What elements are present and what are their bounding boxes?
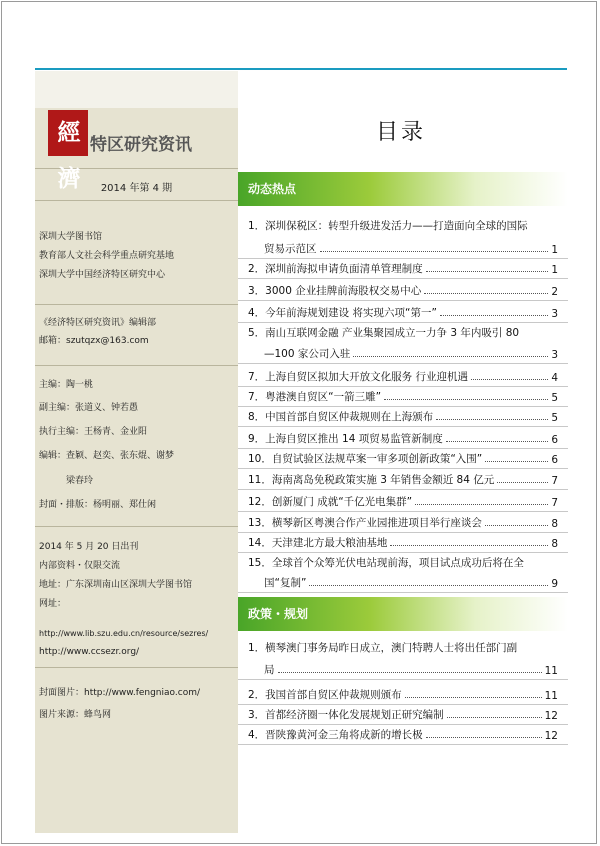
toc-leader-dots — [436, 419, 548, 420]
toc-entry-title: 3．3000 企业挂牌前海股权交易中心 — [248, 285, 422, 297]
toc-page-number: 12 — [544, 730, 558, 742]
toc-leader-dots — [446, 441, 549, 442]
toc-entry[interactable] — [248, 448, 558, 466]
toc-entry-title-cont: 局 — [264, 664, 275, 676]
toc-entry-title: 3．首都经济圈一体化发展规划正研究编制 — [248, 709, 444, 721]
toc-entry-title: 1．深圳保税区：转型升级进发活力——打造面向全球的国际 — [248, 220, 528, 232]
toc-page-number: 6 — [551, 434, 558, 446]
toc-title: 目录 — [376, 120, 427, 145]
cover-credit: 封面图片：http://www.fengniao.com/ — [39, 688, 200, 698]
url-link[interactable]: http://www.lib.szu.edu.cn/resource/sezres/ — [39, 629, 209, 638]
image-source: 图片来源：蜂鸟网 — [39, 710, 112, 720]
toc-page-number: 11 — [544, 690, 558, 702]
url-link[interactable]: http://www.ccsezr.org/ — [39, 647, 140, 657]
toc-entry[interactable] — [248, 302, 558, 320]
toc-entry-title: 15．全球首个众筹光伏电站现前海，项目试点成功后将在全 — [248, 557, 524, 569]
toc-entry[interactable] — [248, 366, 558, 384]
toc-entry-title: 14．天津建北方最大粮油基地 — [248, 537, 388, 549]
section-heading-hot-topics: 动态热点 — [238, 172, 568, 206]
toc-page-number: 1 — [551, 264, 558, 276]
toc-entry-title: 11．海南离岛免税政策实施 3 年销售金额近 84 亿元 — [248, 474, 495, 486]
row-divider — [238, 300, 568, 301]
toc-leader-dots — [471, 379, 548, 380]
toc-leader-dots — [405, 697, 542, 698]
toc-entry-title-cont: —100 家公司入驻 — [264, 348, 351, 360]
toc-page-number: 1 — [551, 244, 558, 256]
sidebar-divider — [35, 365, 238, 366]
toc-page-number: 11 — [544, 665, 558, 677]
toc-page-number: 2 — [551, 286, 558, 298]
toc-entry[interactable] — [248, 428, 558, 446]
toc-entry-title-cont: 国“复制” — [264, 577, 307, 589]
toc-leader-dots — [485, 461, 548, 462]
staff-line: 主编：陶一桃 — [39, 380, 94, 390]
row-divider — [238, 744, 568, 745]
journal-title: 特区研究资讯 — [90, 135, 192, 155]
toc-entry[interactable] — [248, 532, 558, 550]
sidebar-header-band — [35, 71, 238, 108]
publish-line: 2014 年 5 月 20 日出刊 — [39, 542, 139, 552]
toc-leader-dots — [426, 737, 542, 738]
toc-entry-continued[interactable] — [264, 238, 558, 256]
toc-leader-dots — [497, 482, 548, 483]
toc-entry-title-cont: 贸易示范区 — [264, 243, 317, 255]
toc-leader-dots — [278, 672, 542, 673]
staff-line: 执行主编：王杨青、金业阳 — [39, 427, 148, 437]
row-divider — [238, 278, 568, 279]
toc-entry-title: 13．横琴新区粤澳合作产业园推进项目举行座谈会 — [248, 517, 482, 529]
org-line: 深圳大学中国经济特区研究中心 — [39, 270, 166, 280]
toc-entry-title: 7．上海自贸区拟加大开放文化服务 行业迎机遇 — [248, 371, 469, 383]
toc-entry-title: 7．粤港澳自贸区“一箭三雕” — [248, 391, 382, 403]
toc-page-number: 9 — [551, 578, 558, 590]
row-divider — [238, 489, 568, 490]
toc-entry-title: 8．中国首部自贸区仲裁规则在上海颁布 — [248, 411, 434, 423]
editorial-email: 邮箱：szutqzx@163.com — [39, 336, 149, 346]
toc-page-number: 3 — [551, 308, 558, 320]
sidebar-divider — [35, 667, 238, 668]
row-divider — [238, 592, 568, 593]
toc-entry[interactable] — [248, 491, 558, 509]
toc-entry-title: 2．我国首部自贸区仲裁规则颁布 — [248, 689, 402, 701]
org-line: 深圳大学图书馆 — [39, 232, 103, 242]
row-divider — [238, 363, 568, 364]
toc-entry-continued[interactable] — [264, 659, 558, 677]
publish-line: 内部资料・仅限交流 — [39, 561, 121, 571]
toc-leader-dots — [415, 504, 548, 505]
org-line: 教育部人文社会科学重点研究基地 — [39, 251, 175, 261]
toc-entry-title: 4．晋陕豫黄河金三角将成新的增长极 — [248, 729, 423, 741]
staff-line: 梁春玲 — [66, 476, 94, 486]
toc-leader-dots — [320, 251, 549, 252]
toc-entry-title: 12．创新厦门 成就“千亿光电集群” — [248, 496, 413, 508]
toc-entry[interactable] — [248, 637, 558, 655]
toc-leader-dots — [485, 525, 548, 526]
publish-line: 网址： — [39, 599, 67, 609]
toc-leader-dots — [353, 356, 548, 357]
toc-entry[interactable] — [248, 512, 558, 530]
staff-line: 副主编：张道义、钟若愚 — [39, 403, 139, 413]
sidebar-divider — [35, 304, 238, 305]
toc-leader-dots — [424, 293, 548, 294]
toc-page-number: 7 — [551, 497, 558, 509]
toc-entry[interactable] — [248, 386, 558, 404]
editorial-dept: 《经济特区研究资讯》编辑部 — [39, 318, 157, 328]
toc-entry[interactable] — [248, 258, 558, 276]
toc-entry[interactable] — [248, 552, 558, 570]
toc-entry[interactable] — [248, 684, 558, 702]
toc-page-number: 8 — [551, 538, 558, 550]
toc-page-number: 8 — [551, 518, 558, 530]
publish-line: 地址：广东深圳南山区深圳大学图书馆 — [39, 580, 193, 590]
toc-leader-dots — [384, 399, 548, 400]
row-divider — [238, 679, 568, 680]
toc-entry[interactable] — [248, 215, 558, 233]
toc-page-number: 4 — [551, 372, 558, 384]
toc-entry[interactable] — [248, 704, 558, 722]
toc-entry[interactable] — [248, 724, 558, 742]
toc-entry[interactable] — [248, 406, 558, 424]
section-heading-policy: 政策・规划 — [238, 597, 568, 631]
toc-entry-continued[interactable] — [264, 572, 558, 590]
toc-entry[interactable] — [248, 322, 558, 340]
staff-line: 编辑：查颖、赵奕、张东焜、谢梦 — [39, 451, 175, 461]
toc-entry-title: 5．南山互联网金融 产业集聚园成立一力争 3 年内吸引 80 — [248, 327, 520, 339]
toc-leader-dots — [447, 717, 542, 718]
toc-leader-dots — [390, 545, 548, 546]
toc-entry[interactable] — [248, 280, 558, 298]
staff-line: 封面・排版：杨明丽、郑仕闲 — [39, 500, 157, 510]
toc-page-number: 12 — [544, 710, 558, 722]
top-rule — [35, 68, 567, 70]
toc-entry-continued[interactable] — [264, 343, 558, 361]
toc-entry-title: 10．自贸试验区法规草案一审多项创新政策“入围” — [248, 453, 483, 465]
sidebar-divider — [35, 526, 238, 527]
toc-leader-dots — [440, 315, 548, 316]
toc-entry-title: 4．今年前海规划建设 将实现六项“第一” — [248, 307, 437, 319]
journal-logo: 經濟 — [48, 110, 88, 156]
toc-page-number: 5 — [551, 392, 558, 404]
toc-page-number: 5 — [551, 412, 558, 424]
toc-entry-title: 2．深圳前海拟申请负面清单管理制度 — [248, 263, 423, 275]
row-divider — [238, 426, 568, 427]
toc-entry-title: 1．横琴澳门事务局昨日成立，澳门特聘人士将出任部门副 — [248, 642, 518, 654]
toc-leader-dots — [426, 271, 549, 272]
toc-entry[interactable] — [248, 469, 558, 487]
toc-page-number: 6 — [551, 454, 558, 466]
issue-number: 2014 年第 4 期 — [100, 183, 173, 194]
toc-page-number: 3 — [551, 349, 558, 361]
toc-entry-title: 9．上海自贸区推出 14 项贸易监管新制度 — [248, 433, 443, 445]
toc-page-number: 7 — [551, 475, 558, 487]
toc-leader-dots — [309, 585, 548, 586]
